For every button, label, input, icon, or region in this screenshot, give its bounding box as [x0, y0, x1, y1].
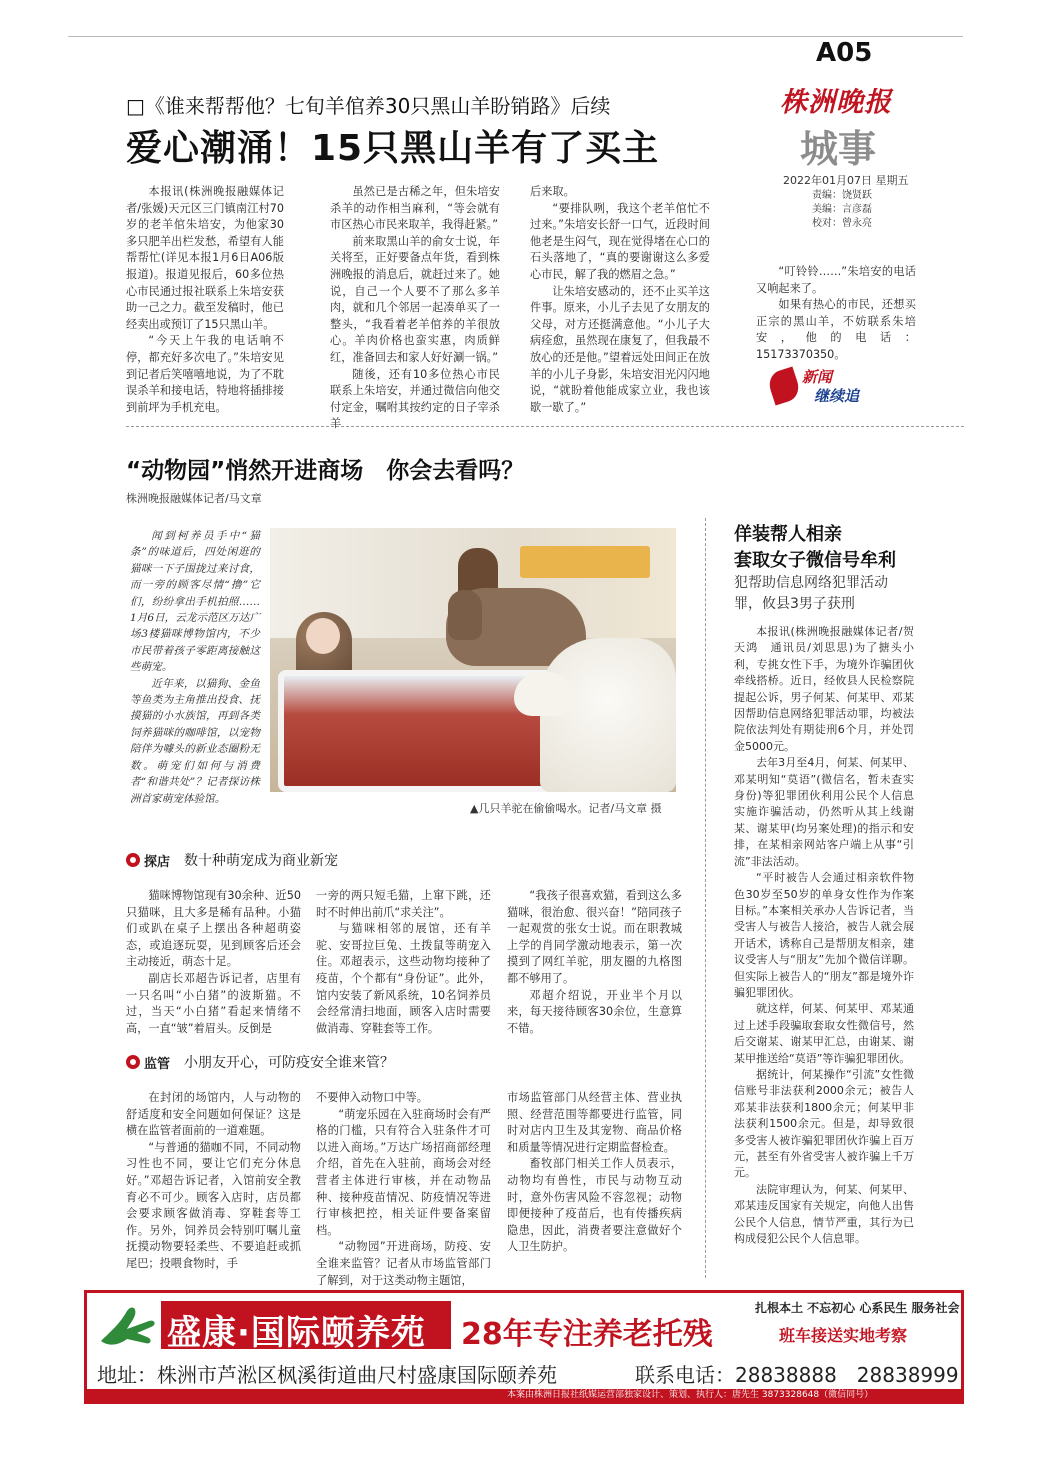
story2-byline: 株洲晚报融媒体记者/马文章	[126, 492, 262, 505]
sub2-tag: 监管	[126, 1053, 170, 1072]
page-number: A05	[816, 38, 873, 68]
story1-headline: 爱心潮涌！15只黑山羊有了买主	[126, 128, 660, 169]
sub2-col3: 市场监管部门从经营主体、营业执照、经营范围等都要进行监管，同时对店内卫生及其宠物、商品价格和质量等情况进行定期监督检查。 畜牧部门相关工作人员表示，动物均有兽性，市民与动物互动时，意外伤害风险不容忽视；动物即便接种了疫苗后，也有传播疾病隐患，因此，消费者要注意做好个人卫生防护。	[507, 1091, 682, 1254]
news-followup-badge	[770, 366, 880, 406]
section-name: 城事	[800, 126, 877, 171]
issue-date: 2022年01月07日 星期五	[783, 174, 909, 187]
sub1-col3: “我孩子很喜欢猫，看到这么多猫咪，很治愈、很兴奋！”陪同孩子一起观赏的张女士说。而在职教城上学的肖同学激动地表示，第一次摸到了网红羊驼，朋友圈的九格图都不够用了。 邓超介绍说，开业半个月以来，每天接待顾客30余位，生意算不错。	[507, 889, 682, 1035]
sub2-dot-icon	[126, 1055, 140, 1069]
ad-banner	[84, 1290, 964, 1404]
sub1-tag: 探店	[126, 851, 170, 870]
proofreader-credit: 校对：曾永亮	[812, 218, 872, 229]
sub1-dot-icon	[126, 853, 140, 867]
photo-caption: ▲几只羊驼在偷偷喝水。记者/马文章 摄	[470, 802, 662, 815]
alpaca-photo	[270, 528, 676, 792]
badge-line2: 继续追	[814, 387, 860, 405]
section-divider	[126, 426, 964, 427]
ad-name: 盛康·国际颐养苑	[167, 1313, 426, 1353]
sub2-col2: 不要伸入动物口中等。 “萌宠乐园在入驻商场时会有严格的门槛，只有符合入驻条件才可以进入商场。”万达广场招商部经理介绍，首先在入驻前，商场会对经营者主体进行审核，并在动物品种、接种疫苗情况、防疫情况等进行审核把控，相关证件要备案留档。 “动物园”开进商场，防疫、安全谁来监管？记者从市场监管部门了解到，对于这类动物主题馆，	[316, 1091, 491, 1287]
photo-sign	[520, 546, 650, 578]
sub1-col1: 猫咪博物馆现有30余种、近50只猫咪，且大多是稀有品种。小猫们或趴在桌子上摆出各种超萌姿态，或追逐玩耍，见到顾客后还会主动接近，萌态十足。 副店长邓超告诉记者，店里有一只名叫“小白猪”的波斯猫。不过，当天“小白猪”看起来情绪不高，一直“皱”着眉头。反倒是	[126, 889, 301, 1035]
top-rule	[68, 36, 963, 37]
paper-logo: 株洲晚报	[780, 87, 892, 118]
ad-slogan: 28年专注养老托残	[461, 1317, 713, 1352]
story2-intro: 闻到柯养员手中“猫条”的味道后，四处闲逛的猫咪一下子围拢过来讨食，而一旁的顾客尽情“撸”它们，纷纷拿出手机拍照……1月6日，云龙示范区万达广场3楼猫咪博物馆内，不少市民带着孩子零距离接触这些萌宠。 近年来，以猫狗、金鱼等鱼类为主角推出投食、抚摸猫的小水族馆，再到各类饲养猫咪的咖啡馆，以宠物陪伴为噱头的新业态圈粉无数。萌宠们如何与消费者“和谐共处”？记者探访株洲首家萌宠体验馆。	[130, 530, 261, 805]
story1-col4: “叮铃铃……”朱培安的电话又响起来了。 如果有热心的市民，还想买正宗的黑山羊，不妨联系朱培安，他的电话：15173370350。	[756, 265, 916, 361]
photo-child-face	[306, 618, 340, 654]
ad-side-top: 扎根本土 不忘初心 心系民生 服务社会	[755, 1301, 960, 1315]
story2-headline: “动物园”悄然开进商场 你会去看吗？	[126, 458, 525, 484]
badge-line1: 新闻	[802, 368, 833, 386]
story3-headline2: 套取女子微信号牟利	[734, 550, 896, 571]
story3-headline1: 佯装帮人相亲	[734, 524, 842, 545]
story3-subhead2: 罪，攸县3男子获刑	[734, 596, 855, 612]
sub2-title: 小朋友开心，可防疫安全谁来管？	[184, 1055, 395, 1071]
column-divider	[705, 518, 706, 1278]
sub1-label	[126, 850, 338, 870]
sub2-label	[126, 1052, 394, 1072]
ad-phone: 联系电话：28838888 28838999	[635, 1363, 959, 1387]
story1-col3: 后来取。 “要排队咧，我这个老羊倌忙不过来。”朱培安长舒一口气，近段时间他老是生闷气，现在觉得堵在心口的石头落地了，“真的要谢谢这么多爱心市民，解了我的燃眉之急。” 让朱培安感动的，还不止买羊这件事。原来，小儿子去见了女朋友的父母，对方还挺满意他。“小儿子大病痊愈，虽然现在康复了，但我最不放心的还是他。”望着远处田间正在放羊的小儿子身影，朱培安泪光闪闪地说，“就盼着他能成家立业，我也该歇一歇了。”	[530, 185, 710, 414]
story1-col2: 虽然已是古稀之年，但朱培安杀羊的动作相当麻利，“等会就有市区热心市民来取羊，我得赶紧。” 前来取黑山羊的俞女士说，年关将至，正好要备点年货，看到株洲晚报的消息后，就赶过来了。她说，自己一个人要不了那么多羊肉，就和几个邻居一起凑单买了一整头，“我看着老羊倌养的羊很放心。羊肉价格也蛮实惠，肉质鲜红，准备回去和家人好好涮一锅。” 随後，还有10多位热心市民联系上朱培安，并通过微信向他交付定金，嘱咐其按约定的日子宰杀羊	[330, 185, 500, 431]
editor-credit: 责编：饶贤跃	[812, 190, 872, 201]
ad-address: 地址：株洲市芦淞区枫溪街道曲尺村盛康国际颐养苑	[97, 1363, 557, 1387]
photo-white-alpaca-head	[514, 672, 574, 716]
sub1-col2: 一旁的两只短毛猫，上窜下跳，还时不时伸出前爪“求关注”。 与猫咪相邻的展馆，还有羊驼、安哥拉巨兔、土拨鼠等萌宠入住。邓超表示，这些动物均接种了疫苗，个个都有“身份证”。此外，馆内安装了新风系统，10名饲养员会经常清扫地面，顾客入店时需要做消毒、穿鞋套等工作。	[316, 889, 491, 1035]
story3-subhead1: 犯帮助信息网络犯罪活动	[734, 575, 888, 591]
ad-footnote: 本案由株洲日报社纸媒运营部独家设计、策划、执行人：唐先生 3873328648（微信同号）	[507, 1390, 874, 1400]
badge-swoosh-icon	[766, 366, 803, 405]
story3-body: 本报讯(株洲晚报融媒体记者/贺天鸿 通讯员/刘思思)为了搪头小利，专挑女性下手，为境外诈骗团伙牵线搭桥。近日，经攸县人民检察院提起公诉，男子何某、何某甲、邓某因帮助信息网络犯罪活动罪，均被法院依法判处有期徒刑6个月，并处罚金5000元。 去年3月至4月，何某、何某甲、邓某明知“莫语”(微信名，暂未查实身份)等犯罪团伙利用公民个人信息实施诈骗活动，仍然听从其上线谢某、谢某甲(均另案处理)的指示和安排，在某相亲网站客户端上从事“引流”非法活动。 “平时被告人会通过相亲软件物色30岁至50岁的单身女性作为作案目标。”本案相关承办人告诉记者，当受害人与被告人接洽，被告人就会展开话术，诱称自己是帮朋友相亲，建议受害人与“朋友”先加个微信详聊。但实际上被告人的“朋友”都是境外诈骗犯罪团伙。 就这样，何某、何某甲、邓某通过上述手段骗取套取女性微信号，然后交谢某、谢某甲汇总，由谢某、谢某甲推送给“莫语”等诈骗犯罪团伙。 据统计，何某操作“引流”女性微信账号非法获利2000余元；被告人邓某非法获利1800余元；何某甲非法获利1500余元。但是，却导致很多受害人被诈骗犯罪团伙诈骗上百万元，甚至有外省受害人被诈骗上千万元。 法院审理认为，何某、何某甲、邓某违反国家有关规定，向他人出售公民个人信息，情节严重，其行为已构成侵犯公民个人信息罪。	[734, 625, 914, 1246]
designer-credit: 美编：言彦磊	[812, 204, 872, 215]
ad-side-bottom: 班车接送实地考察	[779, 1326, 908, 1345]
photo-brown-alpaca-head	[448, 590, 482, 640]
sub1-title: 数十种萌宠成为商业新宠	[184, 853, 339, 869]
story1-col1: 本报讯(株洲晚报融媒体记者/张媛)天元区三门镇南江村70岁的老羊倌朱培安，为他家30多只肥羊出栏发愁，希望有人能帮帮忙(详见本报1月6日A06版报道)。报道见报后，60多位热心市民通过报社联系上朱培安获助一己之力。截至发稿时，他已经卖出或预订了15只黑山羊。 “今天上午我的电话响不停，都充好多次电了。”朱培安见到记者后笑嘻嘻地说，为了不耽误杀羊和接电话，特地将插排接到前坪为手机充电。	[126, 185, 284, 414]
story1-kicker: □《谁来帮帮他？七旬羊倌养30只黑山羊盼销路》后续	[126, 94, 611, 118]
ad-hand-logo-icon	[97, 1301, 157, 1353]
sub2-col1: 在封闭的场馆内，人与动物的舒适度和安全问题如何保证？这是横在监管者面前的一道难题。 “与普通的猫咖不同，不同动物习性也不同，要让它们充分休息好。”邓超告诉记者，入馆前安全教育必不可少。顾客入店时，店员都会要求顾客做消毒、穿鞋套等工作。另外，饲养员会特别叮嘱儿童抚摸动物要轻柔些、不要追赶或抓尾巴；投喂食物时，手	[126, 1091, 301, 1270]
